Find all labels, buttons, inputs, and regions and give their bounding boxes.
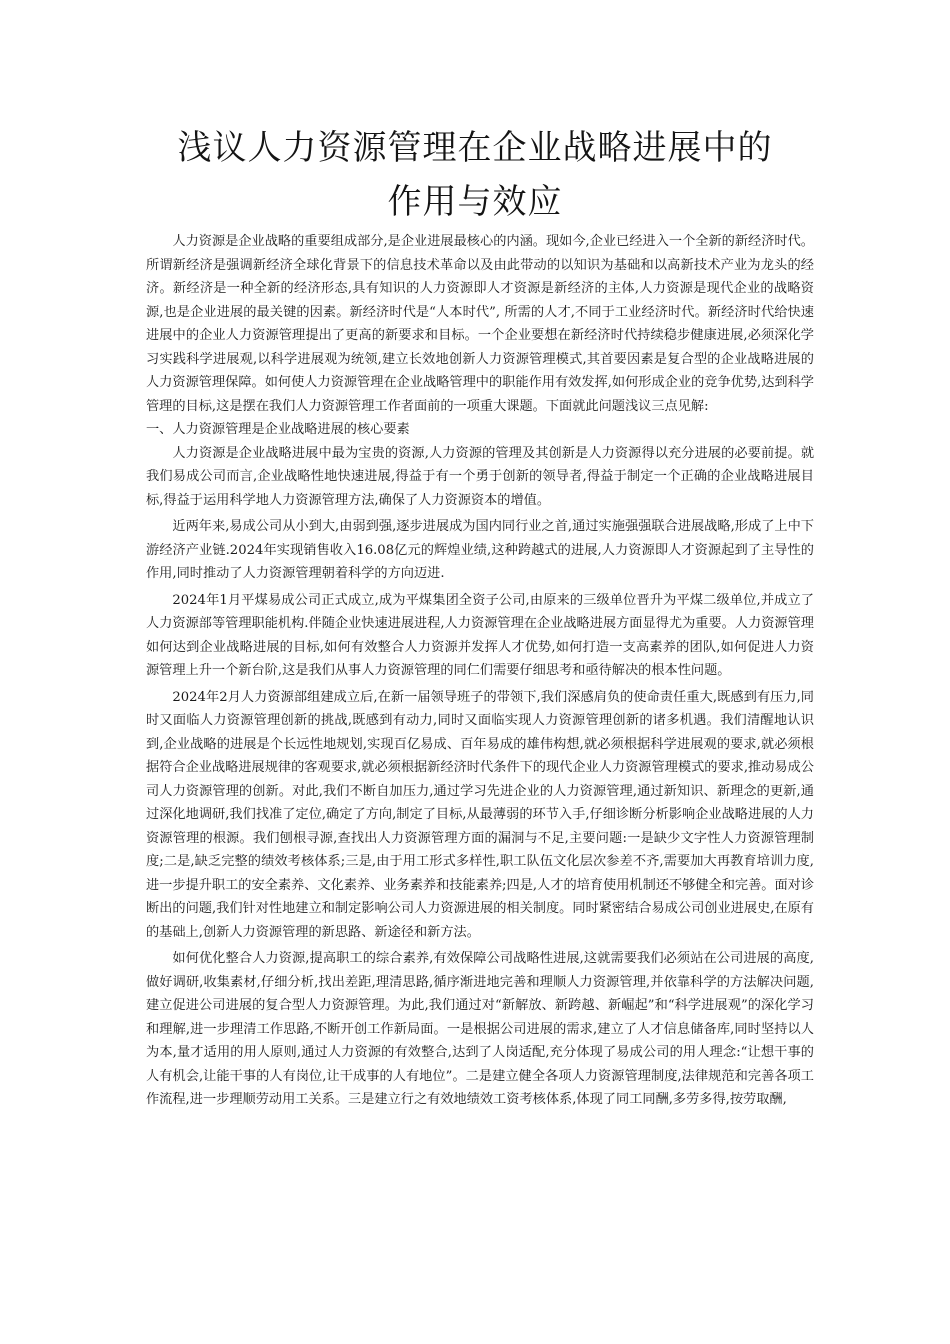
paragraph: 2024年2月人力资源部组建成立后,在新一届领导班子的带领下,我们深感肩负的使命责任重大,既感到有压力,同时又面临人力资源管理创新的挑战,既感到有动力,同时又面临实现人力资源管理创新的诸多机遇。我们清醒地认识到,企业战略的进展是个长远性地规划,实现百亿易成、百年易成的雄伟构想,就必须根据科学进展观的要求,就必须根据符合企业战略进展规律的客观要求,就必须根据新经济时代条件下的现代企业人力资源管理模式的要求,推动易成公司人力资源管理的创新。对此,我们不断自加压力,通过学习先进企业的人力资源管理,通过新知识、新理念的更新,通过深化地调研,我们找准了定位,确定了方向,制定了目标,从最薄弱的环节入手,仔细诊断分析影响企业战略进展的人力资源管理的根源。我们刨根寻源,查找出人力资源管理方面的漏洞与不足,主要问题:一是缺少文字性人力资源管理制度;二是,缺乏完整的绩效考核体系;三是,由于用工形式多样性,职工队伍文化层次参差不齐,需要加大再教育培训力度,进一步提升职工的安全素养、文化素养、业务素养和技能素养;四是,人才的培育使用机制还不够健全和完善。面对诊断出的问题,我们针对性地建立和制定影响公司人力资源进展的相关制度。同时紧密结合易成公司创业进展史,在原有的基础上,创新人力资源管理的新思路、新途径和新方法。 [146, 689, 815, 940]
document-body [146, 230, 814, 1112]
paragraph: 近两年来,易成公司从小到大,由弱到强,逐步进展成为国内同行业之首,通过实施强强联合进展战略,形成了上中下游经济产业链.2024年实现销售收入16.08亿元的辉煌业绩,这种跨越式的进展,人力资源即人才资源起到了主导性的作用,同时推动了人力资源管理朝着科学的方向迈进. [146, 519, 814, 581]
section-heading: 一、人力资源管理是企业战略进展的核心要素 [146, 422, 410, 437]
document-title-line-2: 作用与效应 [387, 182, 563, 222]
paragraph: 人力资源是企业战略进展中最为宝贵的资源,人力资源的管理及其创新是人力资源得以充分进展的必要前提。就我们易成公司而言,企业战略性地快速进展,得益于有一个勇于创新的领导者,得益于制定一个正确的企业战略进展目标,得益于运用科学地人力资源管理方法,确保了人力资源资本的增值。 [146, 445, 815, 508]
paragraph-intro: 人力资源是企业战略的重要组成部分,是企业进展最核心的内涵。现如今,企业已经进入一个全新的新经济时代。所谓新经济是强调新经济全球化背景下的信息技术革命以及由此带动的以知识为基础和以高新技术产业为龙头的经济。新经济是一种全新的经济形态,具有知识的人力资源即人才资源是新经济的主体,人力资源是现代企业的战略资源,也是企业进展的最关键的因素。新经济时代是“人本时代”, 所需的人才,不同于工业经济时代。新经济时代给快速进展中的企业人力资源管理提出了更高的新要求和目标。一个企业要想在新经济时代持续稳步健康进展,必须深化学习实践科学进展观,以科学进展观为统领,建立长效地创新人力资源管理模式,其首要因素是复合型的企业战略进展的人力资源管理保障。如何使人力资源管理在企业战略管理中的职能作用有效发挥,如何形成企业的竞争优势,达到科学管理的目标,这是摆在我们人力资源管理工作者面前的一项重大课题。下面就此问题浅议三点见解: [146, 234, 814, 414]
paragraph: 2024年1月平煤易成公司正式成立,成为平煤集团全资子公司,由原来的三级单位晋升为平煤二级单位,并成立了人力资源部等管理职能机构.伴随企业快速进展进程,人力资源管理在企业战略进展方面显得尤为重要。人力资源管理如何达到企业战略进展的目标,如何有效整合人力资源并发挥人才优势,如何打造一支高素养的团队,如何促进人力资源管理上升一个新台阶,这是我们从事人力资源管理的同仁们需要仔细思考和亟待解决的根本性问题。 [146, 592, 814, 678]
paragraph: 如何优化整合人力资源,提高职工的综合素养,有效保障公司战略性进展,这就需要我们必须站在公司进展的高度,做好调研,收集素材,仔细分析,找出差距,理清思路,循序渐进地完善和理顺人力资源管理,并依靠科学的方法解决问题,建立促进公司进展的复合型人力资源管理。为此,我们通过对“新解放、新跨越、新崛起”和“科学进展观”的深化学习和理解,进一步理清工作思路,不断开创工作新局面。一是根据公司进展的需求,建立了人才信息储备库,同时坚持以人为本,量才适用的用人原则,通过人力资源的有效整合,达到了人岗适配,充分体现了易成公司的用人理念:“让想干事的人有机会,让能干事的人有岗位,让干成事的人有地位”。二是建立健全各项人力资源管理制度,法律规范和完善各项工作流程,进一步理顺劳动用工关系。三是建立行之有效地绩效工资考核体系,体现了同工同酬,多劳多得,按劳取酬, [146, 951, 814, 1107]
document-title-line-1: 浅议人力资源管理在企业战略进展中的 [177, 128, 773, 168]
